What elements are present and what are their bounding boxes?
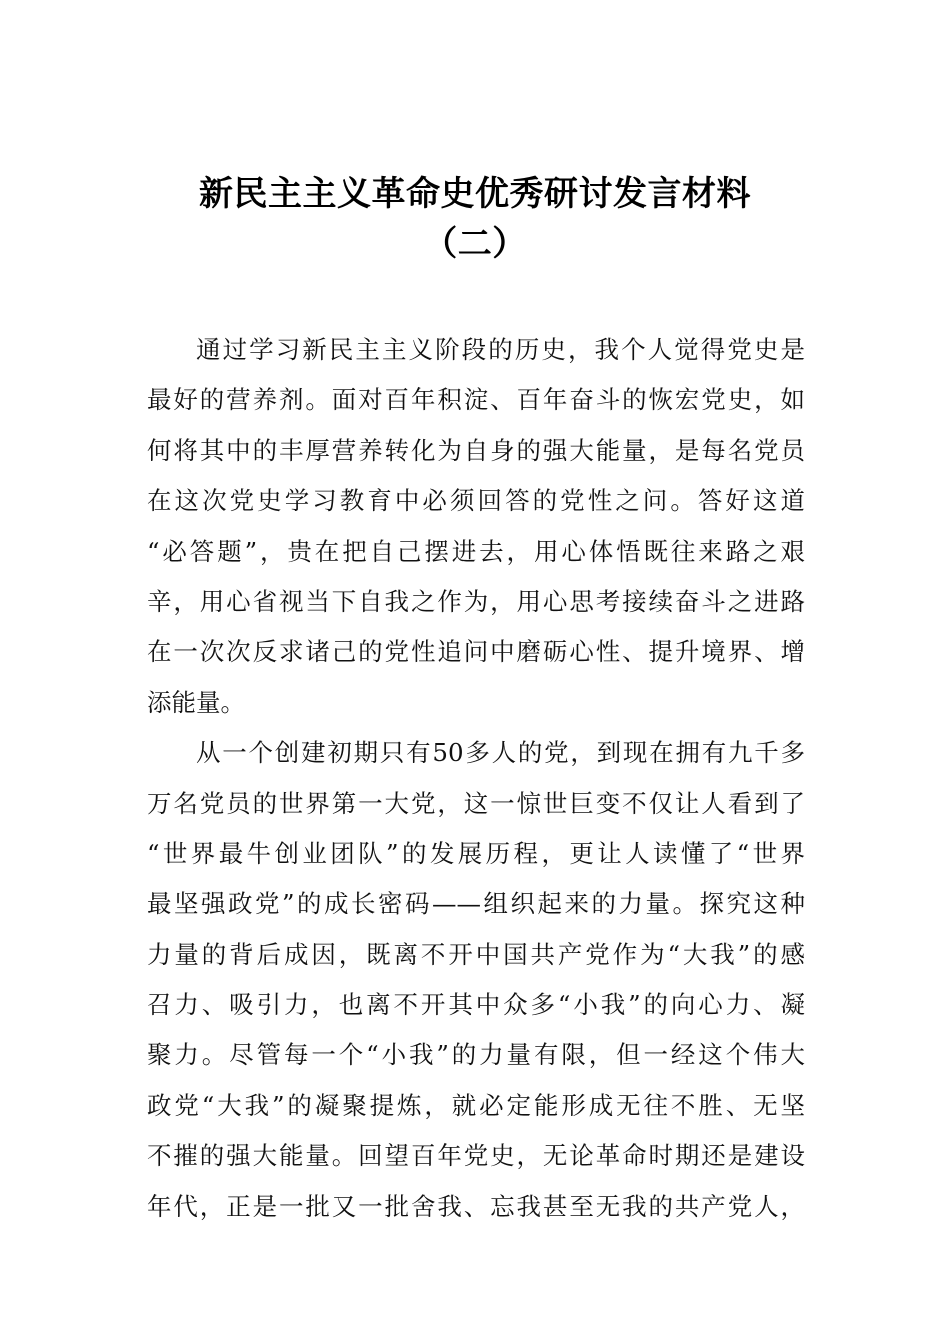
text-line: 万名党员的世界第一大党，这一惊世巨变不仅让人看到了 [147,788,805,818]
text-line: 从一个创建初期只有50多人的党，到现在拥有九千多 [196,738,805,768]
text-line: 何将其中的丰厚营养转化为自身的强大能量，是每名党员 [147,435,805,465]
paragraph-2 [147,728,805,1232]
text-line: 年代，正是一批又一批舍我、忘我甚至无我的共产党人， [147,1191,805,1221]
text-line: 在这次党史学习教育中必须回答的党性之问。答好这道 [147,486,805,516]
text-line: 通过学习新民主主义阶段的历史，我个人觉得党史是 [196,335,805,364]
text-line: 召力、吸引力，也离不开其中众多“小我”的向心力、凝 [147,990,805,1020]
text-line: 辛，用心省视当下自我之作为，用心思考接续奋斗之进路 [147,586,805,616]
text-line: “必答题”，贵在把自己摆进去，用心体悟既往来路之艰 [147,536,805,566]
text-line: 添能量。 [147,687,245,717]
text-line: 政党“大我”的凝聚提炼，就必定能形成无往不胜、无坚 [147,1090,805,1120]
text-line: 力量的背后成因，既离不开中国共产党作为“大我”的感 [147,939,805,969]
document-title-number: （二） [423,224,527,264]
text-line: 聚力。尽管每一个“小我”的力量有限，但一经这个伟大 [147,1040,805,1070]
text-line: 最好的营养剂。面对百年积淀、百年奋斗的恢宏党史，如 [147,385,805,415]
document-body [147,325,805,1232]
paragraph-1 [147,325,805,728]
text-line: 最坚强政党”的成长密码——组织起来的力量。探究这种 [147,889,805,919]
text-line: 在一次次反求诸己的党性追问中磨砺心性、提升境界、增 [147,637,805,667]
document-title: 新民主主义革命史优秀研讨发言材料 [199,174,751,214]
text-line: “世界最牛创业团队”的发展历程，更让人读懂了“世界 [147,838,805,868]
text-line: 不摧的强大能量。回望百年党史，无论革命时期还是建设 [147,1141,805,1171]
